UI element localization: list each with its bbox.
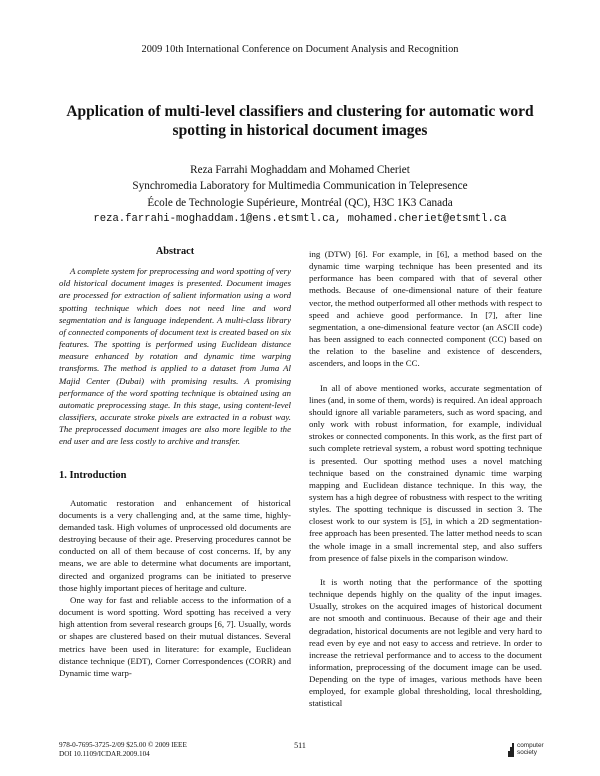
intro-paragraph-1: Automatic restoration and enhancement of historical documents is a very challenging and, at the same time, highly-demanded task. High volumes of unprocessed old documents are destroying because of their age. Preserving procedures cannot be conducted on all of them because of cost concerns. If, by any means, we are able to determine what documents are important, directed and organized programs can be initiated to preserve those highly important pieces of heritage and culture. — [59, 497, 291, 593]
author-emails: reza.farrahi-moghaddam.1@ens.etsmtl.ca, mohamed.cheriet@etsmtl.ca — [93, 212, 507, 225]
footer-isbn: 978-0-7695-3725-2/09 $25.00 © 2009 IEEE — [59, 741, 187, 749]
abstract-heading: Abstract — [155, 246, 195, 257]
page-number: 511 — [294, 741, 306, 750]
intro-paragraph-3: In all of above mentioned works, accurate segmentation of lines (and, in some of them, words) is required. An ideal approach should ignore all variable parameters, such as word spacing, and only work with robust information, for example, individual strokes or connected components. In this work, as the first part of such complete retrieval system, a robust word spotting technique is presented. Our spotting method uses a novel matching technique based on the constrained dynamic time warping mapping and Euclidean distance technique. In this way, the system has a high degree of robustness with respect to the writing styles. The spotting technique is discussed in section 3. The closest work to our system is [5], in which a 2D segmentation-free approach has been presented. The latter method needs to scan the whole image in a small incremental step, and also suffers from presence of false pixels in the comparison window. — [309, 382, 542, 563]
conference-header: 2009 10th International Conference on Document Analysis and Recognition — [141, 44, 459, 55]
logo-bars-icon — [508, 739, 514, 761]
left-column — [59, 246, 291, 679]
computer-society-logo — [508, 739, 548, 761]
affiliation-lab: Synchromedia Laboratory for Multimedia Communication in Telepresence — [132, 180, 468, 193]
intro-paragraph-2: One way for fast and reliable access to the information of a document is word spotting. Word spotting has received a very high attention from several research groups [6, 7]. Usually, words or shapes are clustered based on their mutual distances. Several metrics have been used in literature: for example, Euclidean distance technique (EDT), Corner Correspondences (CORR) and Dynamic time warp- — [59, 594, 291, 678]
footer-doi: DOI 10.1109/ICDAR.2009.104 — [59, 750, 150, 759]
introduction-heading: 1. Introduction — [59, 469, 127, 481]
abstract-text: A complete system for preprocessing and word spotting of very old historical document images is presented. Document images are processed for extraction of salient information using a word spotting technique which does not need line and word segmentation and is language independent. A multi-class library of connected components of document text is created based on six features. The spotting is performed using Euclidean distance measure enhanced by rotation and dynamic time warping transforms. The method is applied to a dataset from Juma Al Majid Center (Dubai) with promising results. A promising performance of the word spotting technique is obtained using an automatic preprocessing stage. In this stage, using content-level classifiers, accurate stroke pixels are extracted in a robust way. The preprocessed document images are also more legible to the end user and are less costly to archive and transfer. — [59, 266, 291, 447]
author-names: Reza Farrahi Moghaddam and Mohamed Cheriet — [190, 164, 410, 176]
right-column — [309, 248, 542, 710]
intro-paragraph-4: It is worth noting that the performance of the spotting technique depends highly on the quality of the input images. Usually, strokes on the acquired images of historical document are not smooth and continuous. Because of their age and their degradation, historical documents are not legible and very hard to read even by eye and not easy to access and retrieve. In order to increase the retrieval performance and to access to the document information, preprocessing of the document image can be used. Depending on the type of images, various methods have been employed, for example global thresholding, local thresholding, statistical — [309, 576, 542, 709]
author-block — [0, 162, 600, 227]
logo-text-society: society — [517, 749, 537, 756]
paper-title: Application of multi-level classifiers and clustering for automatic word spotting in historical document images — [66, 103, 534, 139]
intro-paragraph-2-continued: ing (DTW) [6]. For example, in [6], a method based on the dynamic time warping technique has been presented and its performance has been compared with that of several other methods. Because of one-dimensional nature of their feature vector, the method outperformed all other methods with respect to speed and achieve good performance. In [7], after line segmentation, a one-dimensional feature vector (an ASCII code) has been assigned to each connected component (CC) based on the relation to the baseline and existence of descenders, ascenders, and loops in the CC. — [309, 249, 542, 369]
affiliation-school: École de Technologie Supérieure, Montréal (QC), H3C 1K3 Canada — [147, 196, 453, 209]
logo-text-computer: computer — [517, 742, 544, 749]
